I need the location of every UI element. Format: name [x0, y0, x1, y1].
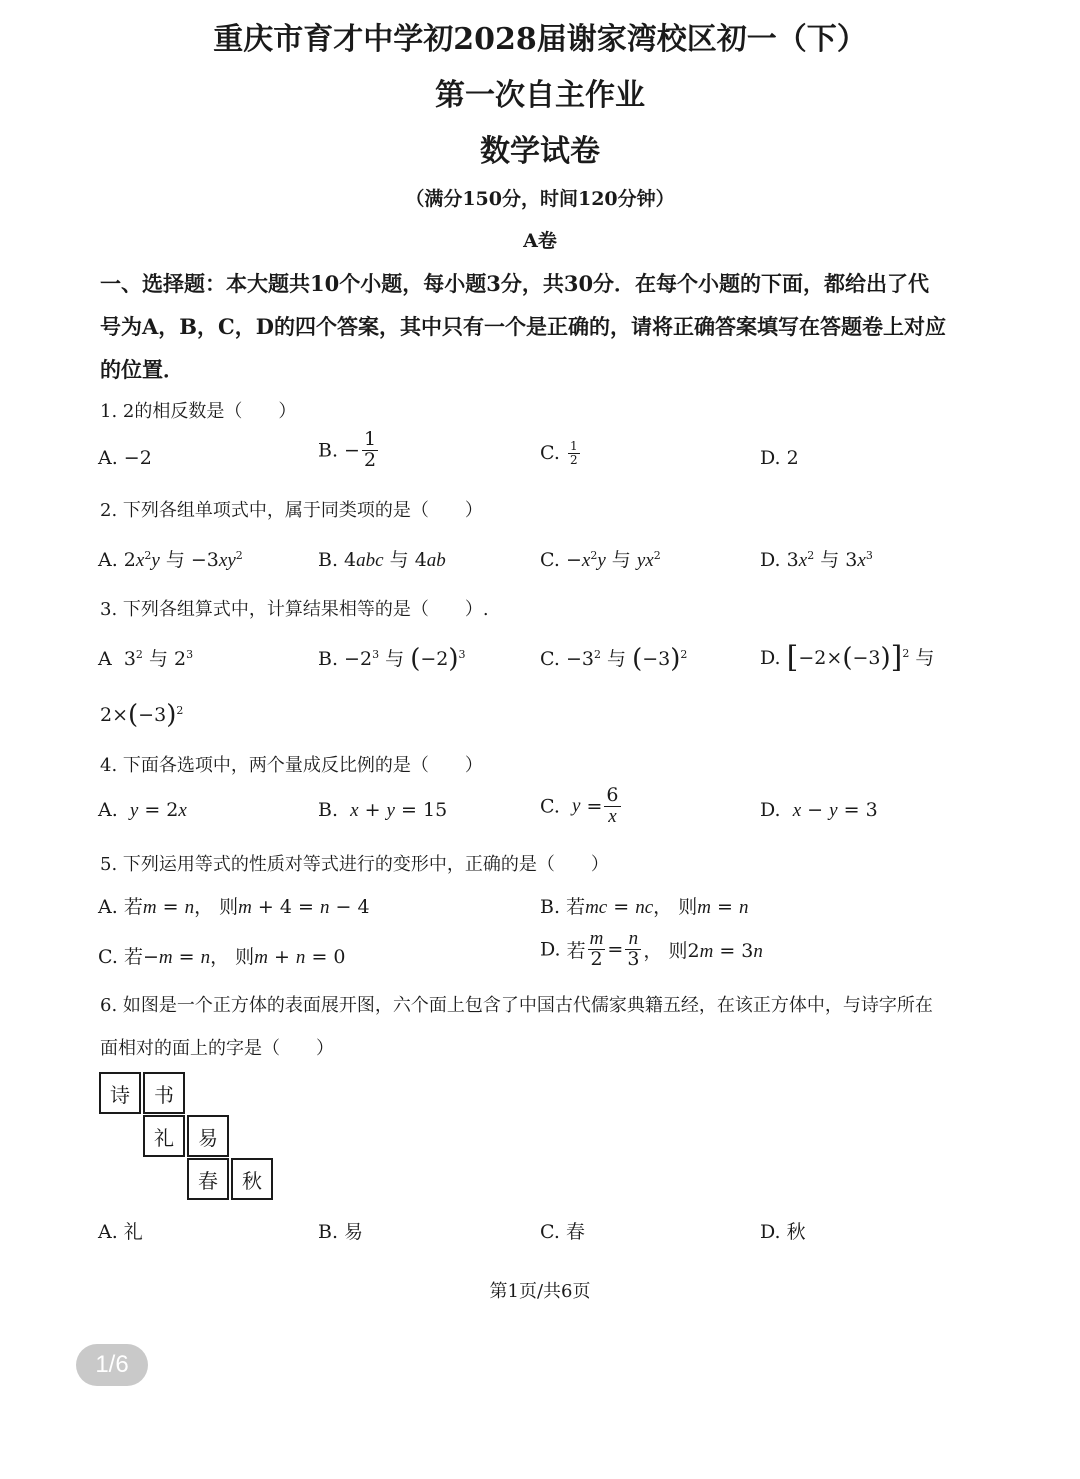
q5-d-frac-n: $\frac{n}{3}$ [627, 928, 640, 970]
q2-option-d: D. $3x^2$ 与 $3x^3$ [760, 549, 873, 571]
q1-option-a: A. −2 [98, 447, 152, 469]
q2-c-label: C. [540, 549, 560, 571]
q3-c-conj: 与 [607, 648, 627, 670]
q6-option-a: A. 礼 [98, 1221, 143, 1243]
q5-d-if: 若 [566, 939, 586, 962]
q3-c-label: C. [540, 648, 560, 670]
q5-b-label: B. [540, 896, 561, 918]
exam-title-line2: 第一次自主作业 [435, 78, 645, 113]
q4-b-label: B. [318, 799, 339, 821]
net-face-chun: 春 [187, 1158, 229, 1200]
q3-option-b: B. $-2^3$ 与 $(-2)^3$ [318, 644, 466, 674]
q3-option-a: A $3^2$ 与 $2^3$ [98, 648, 194, 670]
q4-option-c: C. y = $\frac{6}{x}$ [540, 784, 619, 827]
q2-d-label: D. [760, 549, 781, 571]
q3-stem: 3. 下列各组算式中，计算结果相等的是（ ）. [100, 599, 489, 620]
q2-option-c: C. $-x^2y$ 与 $yx^2$ [540, 549, 661, 571]
q1-b-label: B. − [318, 439, 360, 462]
q5-a-label: A. [98, 896, 118, 918]
q2-c-conj: 与 [611, 549, 631, 571]
q4-c-label: C. [540, 795, 560, 818]
page-indicator[interactable]: 1/6 [76, 1344, 148, 1386]
q2-option-a: A. $2x^2y$ 与 $-3xy^2$ [98, 549, 243, 571]
q5-c-then: 则 [235, 946, 255, 968]
section1-line3: 的位置． [100, 357, 184, 382]
q4-c-fraction [604, 786, 620, 827]
q1-option-c [540, 440, 582, 466]
net-face-yi: 易 [187, 1115, 229, 1157]
q3-option-c: C. $-3^2$ 与 $(-3)^2$ [540, 644, 688, 674]
q4-option-b: B. x + y = 15 [318, 799, 448, 821]
q4-stem: 4. 下面各选项中，两个量成反比例的是（ ） [100, 755, 483, 776]
net-face-shu: 书 [143, 1072, 185, 1114]
q1-b-num: 1 [363, 428, 377, 450]
q4-option-d: D. x − y = 3 [760, 799, 878, 821]
net-face-shi: 诗 [99, 1072, 141, 1114]
q5-option-b: B. 若mc = nc， 则m = n [540, 896, 749, 918]
q2-a-conj: 与 [165, 549, 185, 571]
section1-line2: 号为A，B，C，D的四个答案，其中只有一个是正确的，请将正确答案填写在答题卷上对应 [100, 314, 946, 339]
q6-stem-line1: 6. 如图是一个正方体的表面展开图，六个面上包含了中国古代儒家典籍五经，在该正方体中，与诗字所在 [100, 995, 933, 1016]
q3-option-d-continued: $2\times(-3)^2$ [100, 700, 184, 730]
q1-c-num: 1 [569, 439, 578, 453]
exam-title-line1: 重庆市育才中学初2028届谢家湾校区初一（下） [213, 22, 867, 57]
q5-d-frac-m: $\frac{m}{2}$ [589, 928, 604, 970]
q3-b-label: B. [318, 648, 339, 670]
q1-b-den: 2 [363, 448, 377, 471]
q4-c-den: x [608, 805, 617, 827]
q3-a-conj: 与 [148, 648, 168, 670]
q5-a-if: 若 [123, 896, 143, 918]
q5-c-label: C. [98, 946, 118, 968]
q1-c-fraction [568, 440, 580, 466]
q1-c-den: 2 [569, 452, 578, 467]
q2-b-label: B. [318, 549, 339, 571]
q1-option-d: D. 2 [760, 447, 799, 469]
q5-d-then: 则 [668, 939, 688, 962]
q2-stem: 2. 下列各组单项式中，属于同类项的是（ ） [100, 500, 483, 521]
q1-c-label: C. [540, 442, 560, 465]
section1-line1: 一、选择题：本大题共10个小题，每小题3分，共30分．在每个小题的下面，都给出了代 [100, 271, 930, 296]
volume-label: A卷 [523, 230, 557, 252]
q3-option-d: D. $[-2\times(-3)]^2$ 与 [760, 640, 935, 675]
q2-d-conj: 与 [820, 549, 840, 571]
q2-a-label: A. [98, 549, 118, 571]
q6-option-d: D. 秋 [760, 1221, 806, 1243]
q2-b-conj: 与 [389, 549, 409, 571]
q6-stem-line2: 面相对的面上的字是（ ） [100, 1038, 334, 1059]
q4-d-label: D. [760, 799, 781, 821]
q1-b-fraction [362, 430, 378, 471]
q1-option-b [318, 430, 380, 471]
q5-option-c: C. 若−m = n， 则m + n = 0 [98, 946, 346, 968]
q6-option-c: C. 春 [540, 1221, 585, 1243]
q5-b-then: 则 [678, 896, 698, 918]
q3-d-conj: 与 [915, 647, 935, 669]
q3-b-conj: 与 [385, 648, 405, 670]
q5-option-a: A. 若m = n， 则m + 4 = n − 4 [98, 896, 370, 918]
q1-stem: 1. 2的相反数是（ ） [100, 401, 297, 422]
q4-option-a: A. y = 2x [98, 799, 187, 821]
q2-option-b: B. 4abc 与 4ab [318, 549, 446, 571]
q5-stem: 5. 下列运用等式的性质对等式进行的变形中，正确的是（ ） [100, 854, 609, 875]
q3-d-label: D. [760, 647, 781, 669]
q5-option-d: D. 若 $\frac{m}{2}$ = $\frac{n}{3}$ ， 则2m = 3n [540, 928, 763, 970]
net-face-qiu: 秋 [231, 1158, 273, 1200]
q4-a-label: A. [98, 799, 118, 821]
q6-option-b: B. 易 [318, 1221, 364, 1243]
q5-d-label: D. [540, 938, 561, 961]
page-footer: 第1页/共6页 [489, 1281, 591, 1302]
score-info: （满分150分，时间120分钟） [405, 188, 675, 210]
net-face-li: 礼 [143, 1115, 185, 1157]
q3-a-label: A [98, 648, 112, 670]
q5-b-if: 若 [566, 896, 586, 918]
q5-a-then: 则 [219, 896, 239, 918]
exam-title-line3: 数学试卷 [480, 134, 600, 169]
q4-c-num: 6 [606, 784, 619, 806]
q5-c-if: 若 [123, 946, 143, 968]
